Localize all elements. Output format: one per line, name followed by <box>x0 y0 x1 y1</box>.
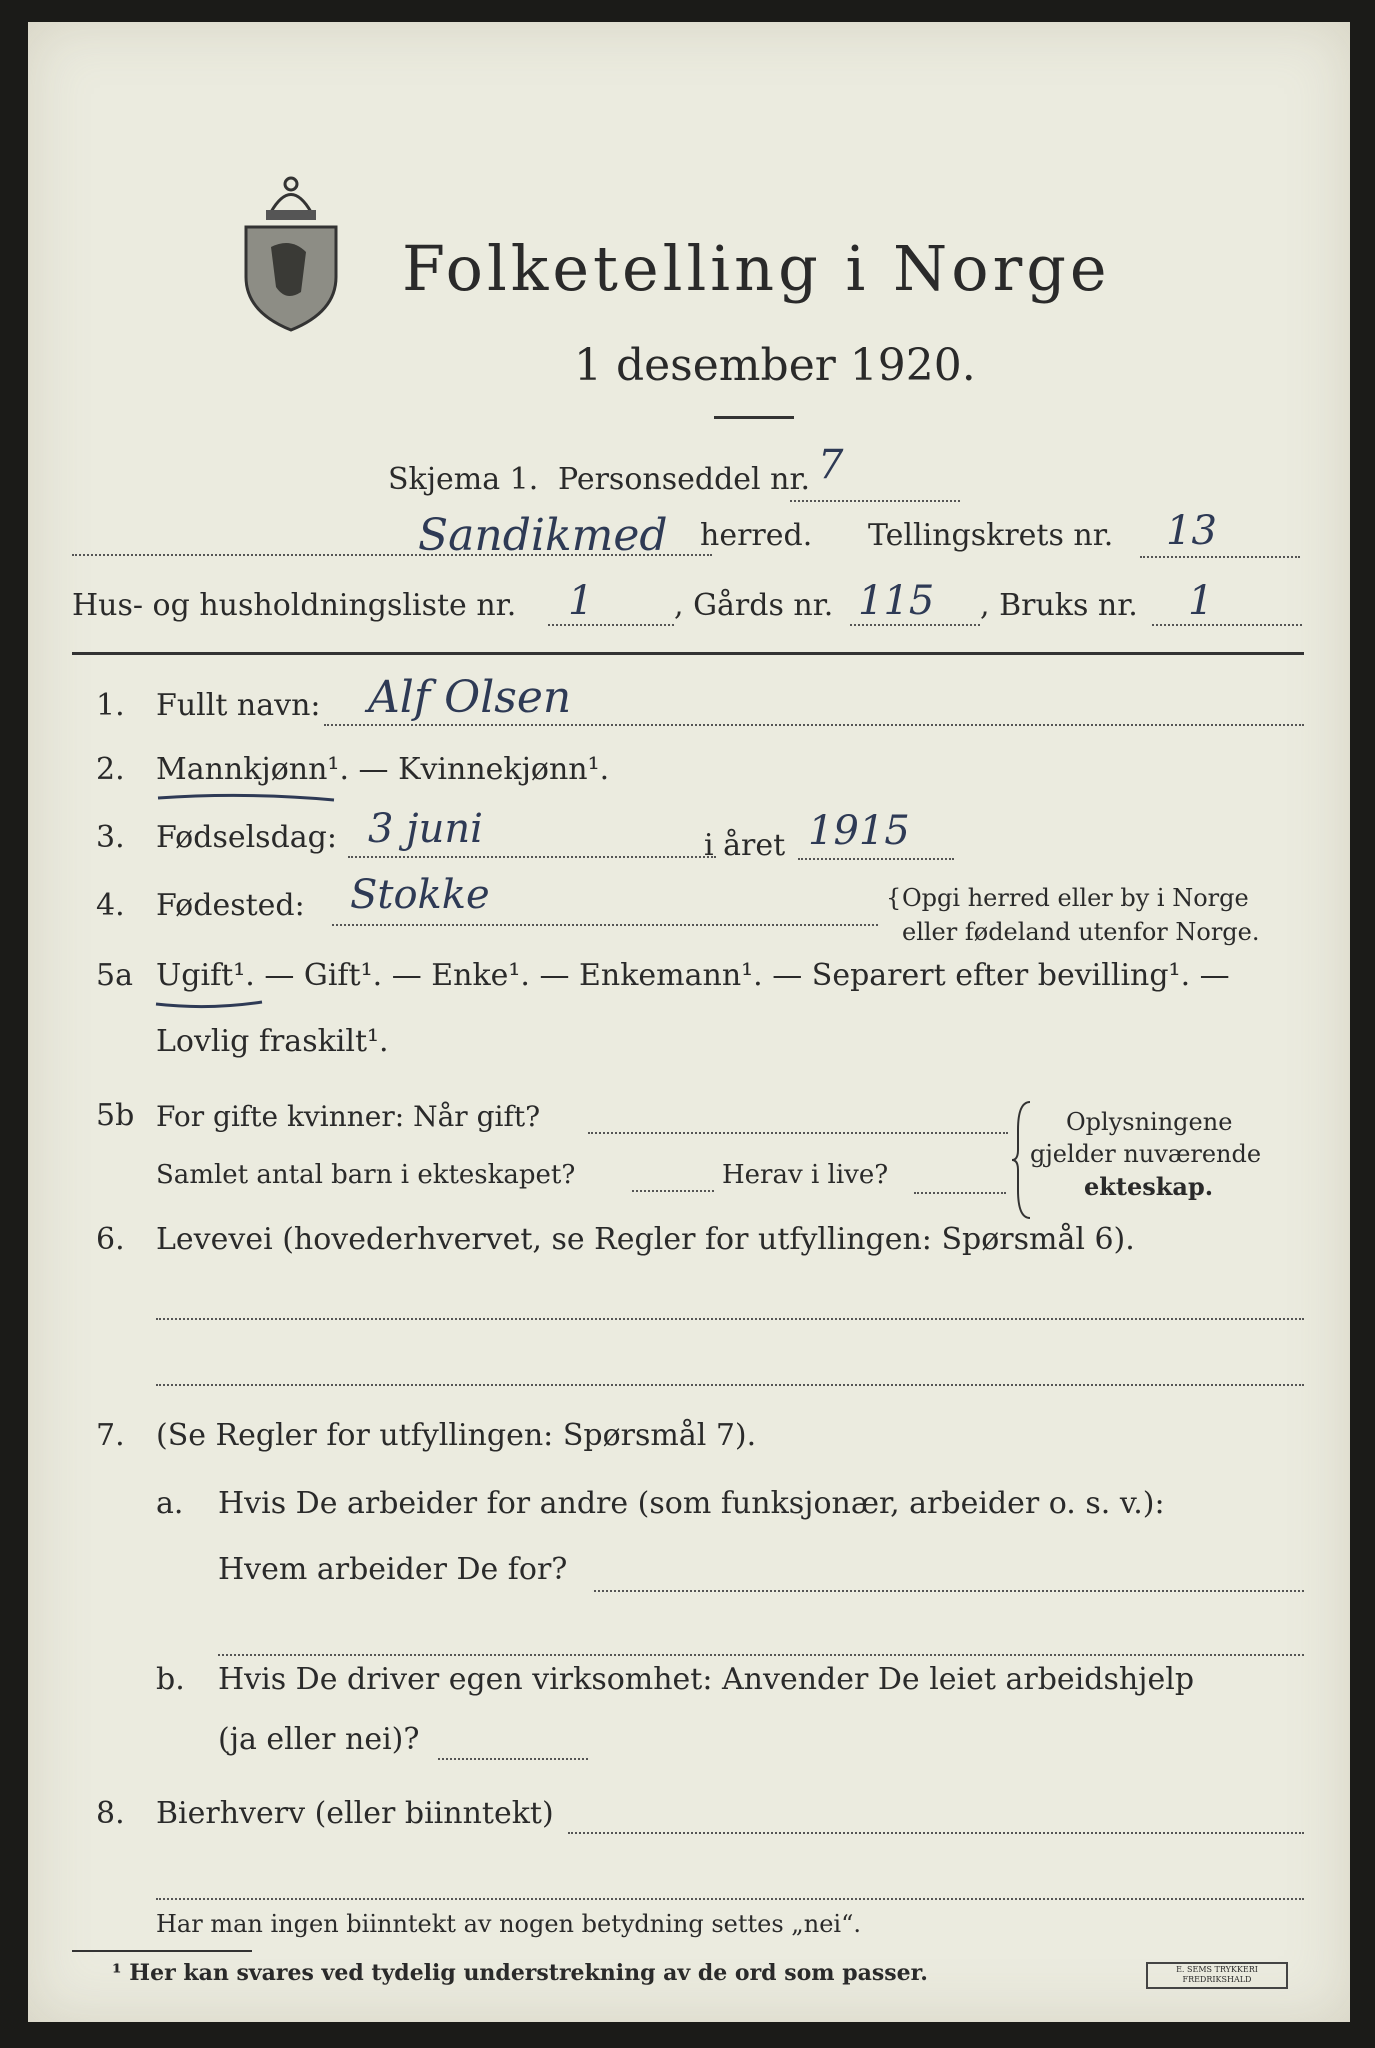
bruks-line <box>1152 624 1302 626</box>
q4-label: Fødested: <box>156 888 305 923</box>
q5b-line1: For gifte kvinner: Når gift? <box>156 1100 541 1133</box>
bruks-value[interactable]: 1 <box>1188 578 1214 624</box>
form-title: Folketelling i Norge <box>402 232 1111 305</box>
norway-coat-of-arms-icon <box>236 172 346 332</box>
q1-label: Fullt navn: <box>156 688 321 723</box>
birthplace-value[interactable]: Stokke <box>350 872 490 918</box>
q5b-married-line <box>588 1132 1008 1134</box>
gards-label: , Gårds nr. <box>674 588 834 623</box>
bruks-label: , Bruks nr. <box>980 588 1138 623</box>
q4-note-line1: Opgi herred eller by i Norge <box>902 884 1249 912</box>
hus-value[interactable]: 1 <box>568 578 594 624</box>
q7a-line2: Hvem arbeider De for? <box>218 1552 568 1587</box>
q3-year-label: i året <box>704 828 786 863</box>
herred-value[interactable]: Sandikmed <box>418 510 668 561</box>
q5b-alive-line <box>914 1192 1006 1194</box>
q7a-letter: a. <box>156 1486 184 1521</box>
q5a-number: 5a <box>96 958 133 993</box>
q5b-alive-label: Herav i live? <box>722 1160 889 1190</box>
q7a-line1: Hvis De arbeider for andre (som funksjonær, arbeider o. s. v.): <box>218 1486 1165 1521</box>
q8-answer-line2 <box>156 1898 1304 1900</box>
census-date: 1 desember 1920. <box>574 340 976 391</box>
q4-note-line2: eller fødeland utenfor Norge. <box>902 918 1260 946</box>
footnote-rule <box>72 1950 252 1952</box>
q7b-letter: b. <box>156 1662 185 1697</box>
full-name-value[interactable]: Alf Olsen <box>368 672 572 723</box>
q3-day-line <box>348 856 716 858</box>
birth-year-value[interactable]: 1915 <box>808 808 910 854</box>
q4-line <box>332 924 878 926</box>
q8-answer-line1 <box>568 1832 1304 1834</box>
q7b-line1: Hvis De driver egen virksomhet: Anvender De leiet arbeidshjelp <box>218 1662 1195 1697</box>
q7b-answer-line <box>438 1758 588 1760</box>
q4-brace-icon: { <box>886 884 902 912</box>
q3-label: Fødselsdag: <box>156 820 337 855</box>
q1-line <box>324 724 1304 726</box>
q8-note: Har man ingen biinntekt av nogen betydning settes „nei“. <box>156 1910 861 1938</box>
title-divider <box>714 416 794 419</box>
q2-number: 2. <box>96 752 125 787</box>
personseddel-value[interactable]: 7 <box>818 442 844 488</box>
q6-number: 6. <box>96 1222 125 1257</box>
q1-number: 1. <box>96 688 125 723</box>
printer-stamp: E. SEMS TRYKKERI FREDRIKSHALD <box>1146 1962 1288 1989</box>
personseddel-label: Personseddel nr. <box>558 462 811 497</box>
header-rule <box>72 652 1304 655</box>
hus-line <box>548 624 674 626</box>
q5b-children-line <box>632 1190 714 1192</box>
q6-label: Levevei (hovederhvervet, se Regler for utfyllingen: Spørsmål 6). <box>156 1222 1135 1257</box>
tellingskrets-value[interactable]: 13 <box>1166 508 1217 554</box>
q6-line1 <box>156 1318 1304 1320</box>
mannkjonn-underline-mark <box>156 792 336 804</box>
q7a-answer-line2 <box>218 1654 1304 1656</box>
q7-label: (Se Regler for utfyllingen: Spørsmål 7). <box>156 1418 757 1453</box>
q7-number: 7. <box>96 1418 125 1453</box>
q4-number: 4. <box>96 888 125 923</box>
q2-gender-options: Mannkjønn¹. — Kvinnekjønn¹. <box>156 752 610 787</box>
q5b-number: 5b <box>96 1098 135 1133</box>
gards-value[interactable]: 115 <box>858 578 935 624</box>
q5b-children-label: Samlet antal barn i ekteskapet? <box>156 1160 576 1190</box>
q7a-answer-line1 <box>594 1590 1304 1592</box>
skjema-label: Skjema 1. <box>388 462 539 497</box>
gards-line <box>850 624 980 626</box>
ugift-underline-mark <box>154 998 264 1010</box>
census-form-sheet <box>28 22 1350 2022</box>
q5b-note-line1: Oplysningene <box>1066 1108 1233 1136</box>
q7b-line2: (ja eller nei)? <box>218 1722 420 1757</box>
q3-number: 3. <box>96 820 125 855</box>
q3-year-line <box>798 858 954 860</box>
q5b-note-line3: ekteskap. <box>1084 1172 1214 1201</box>
hus-label: Hus- og husholdningsliste nr. <box>72 588 517 623</box>
tellingskrets-line <box>1140 556 1300 558</box>
q8-number: 8. <box>96 1796 125 1831</box>
q8-label: Bierhverv (eller biinntekt) <box>156 1796 554 1831</box>
footnote: ¹ Her kan svares ved tydelig understrekning av de ord som passer. <box>112 1960 928 1986</box>
tellingskrets-label: Tellingskrets nr. <box>868 518 1114 553</box>
q5a-line2: Lovlig fraskilt¹. <box>156 1024 389 1059</box>
birthday-value[interactable]: 3 juni <box>368 806 483 852</box>
q5a-marital-options: Ugift¹. — Gift¹. — Enke¹. — Enkemann¹. — Separert efter bevilling¹. — <box>156 958 1230 993</box>
q6-line2 <box>156 1384 1304 1386</box>
personseddel-line <box>790 500 960 502</box>
herred-label: herred. <box>700 518 813 553</box>
q5b-note-line2: gjelder nuværende <box>1030 1140 1262 1168</box>
